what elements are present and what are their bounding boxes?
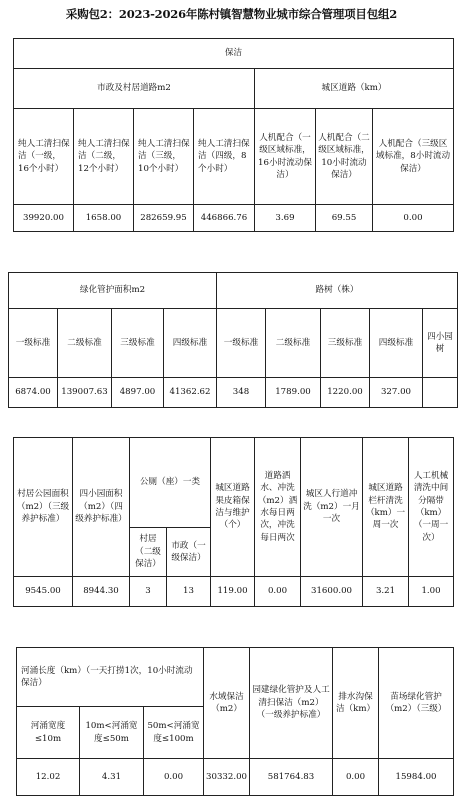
col-header: 人工机械清洗中间分隔带（km）（一周一次） [409, 438, 454, 577]
value-cell: 4.31 [80, 759, 144, 796]
value-cell: 119.00 [211, 577, 255, 607]
value-cell: 446866.76 [194, 205, 255, 232]
value-cell: 69.55 [316, 205, 373, 232]
value-cell: 3 [130, 577, 167, 607]
value-cell: 13 [167, 577, 211, 607]
value-cell: 8944.30 [73, 577, 130, 607]
value-cell: 327.00 [370, 378, 423, 408]
col-header: 苗场绿化管护（m2）（三级） [379, 648, 454, 759]
col-header: 四级标准 [370, 309, 423, 378]
col-header: 城区道路栏杆清洗（km）一周一次 [363, 438, 409, 577]
value-cell: 3.69 [255, 205, 316, 232]
value-cell: 3.21 [363, 577, 409, 607]
header-municipal-roads: 市政及村居道路m2 [14, 69, 255, 109]
value-cell: 581764.83 [250, 759, 333, 796]
col-header: 河涌宽度≤10m [17, 707, 80, 759]
col-header: 三级标准 [321, 309, 370, 378]
value-cell: 1.00 [409, 577, 454, 607]
col-header: 村居（二级保洁） [130, 528, 167, 577]
table-cleaning [13, 38, 454, 232]
value-cell: 39920.00 [14, 205, 74, 232]
value-cell: 15984.00 [379, 759, 454, 796]
value-cell: 139007.63 [58, 378, 112, 408]
col-header: 二级标准 [58, 309, 112, 378]
col-header: 城区人行道冲洗（m2）一月一次 [301, 438, 363, 577]
col-header: 一级标准 [217, 309, 266, 378]
col-header: 市政（一级保洁） [167, 528, 211, 577]
col-header: 道路洒水、冲洗（m2）洒水每日两次，冲洗每日两次 [255, 438, 301, 577]
header-river-length: 河涌长度（km）（一天打捞1次，10小时流动保洁） [17, 648, 204, 707]
header-toilets: 公厕（座）一类 [130, 438, 211, 528]
col-header: 村居公园面积（m2）（三级养护标准） [14, 438, 73, 577]
col-header: 城区道路果皮箱保洁与维护（个） [211, 438, 255, 577]
col-header: 四小园树 [423, 309, 458, 378]
value-cell: 0.00 [373, 205, 454, 232]
value-cell: 0.00 [333, 759, 379, 796]
value-cell: 31600.00 [301, 577, 363, 607]
value-cell: 1789.00 [266, 378, 321, 408]
table-facilities [13, 437, 454, 607]
value-cell: 12.02 [17, 759, 80, 796]
value-cell: 9545.00 [14, 577, 73, 607]
header-cleaning: 保洁 [14, 39, 454, 69]
col-header: 四小园面积（m2）（四级养护标准） [73, 438, 130, 577]
header-urban-roads: 城区道路（km） [255, 69, 454, 109]
col-header: 人机配合（二级区域标准，10小时流动保洁） [316, 109, 373, 205]
col-header: 50m<河涌宽度≤100m [144, 707, 204, 759]
col-header: 人机配合（一级区域标准，16小时流动保洁） [255, 109, 316, 205]
header-street-trees: 路树（株） [217, 273, 458, 309]
col-header: 纯人工清扫保洁（一级，16个小时） [14, 109, 74, 205]
value-cell: 1220.00 [321, 378, 370, 408]
table-greening [8, 272, 458, 408]
col-header: 纯人工清扫保洁（三级，10个小时） [134, 109, 194, 205]
value-cell: 0.00 [255, 577, 301, 607]
col-header: 纯人工清扫保洁（四级，8个小时） [194, 109, 255, 205]
col-header: 排水沟保洁（km） [333, 648, 379, 759]
value-cell: 41362.62 [164, 378, 217, 408]
value-cell: 0.00 [144, 759, 204, 796]
col-header: 一级标准 [9, 309, 58, 378]
col-header: 10m<河涌宽度≤50m [80, 707, 144, 759]
value-cell: 4897.00 [112, 378, 164, 408]
value-cell: 30332.00 [204, 759, 250, 796]
col-header: 三级标准 [112, 309, 164, 378]
header-greening-area: 绿化管护面积m2 [9, 273, 217, 309]
col-header: 纯人工清扫保洁（二级，12个小时） [74, 109, 134, 205]
col-header: 水域保洁（m2） [204, 648, 250, 759]
value-cell [423, 378, 458, 408]
value-cell: 6874.00 [9, 378, 58, 408]
value-cell: 1658.00 [74, 205, 134, 232]
col-header: 人机配合（三级区域标准，8小时流动保洁） [373, 109, 454, 205]
value-cell: 348 [217, 378, 266, 408]
col-header: 园建绿化管护及人工清扫保洁（m2）（一级养护标准） [250, 648, 333, 759]
col-header: 二级标准 [266, 309, 321, 378]
page-title: 采购包2：2023-2026年陈村镇智慧物业城市综合管理项目包组2 [65, 7, 398, 21]
table-waterways [16, 647, 454, 796]
col-header: 四级标准 [164, 309, 217, 378]
value-cell: 282659.95 [134, 205, 194, 232]
